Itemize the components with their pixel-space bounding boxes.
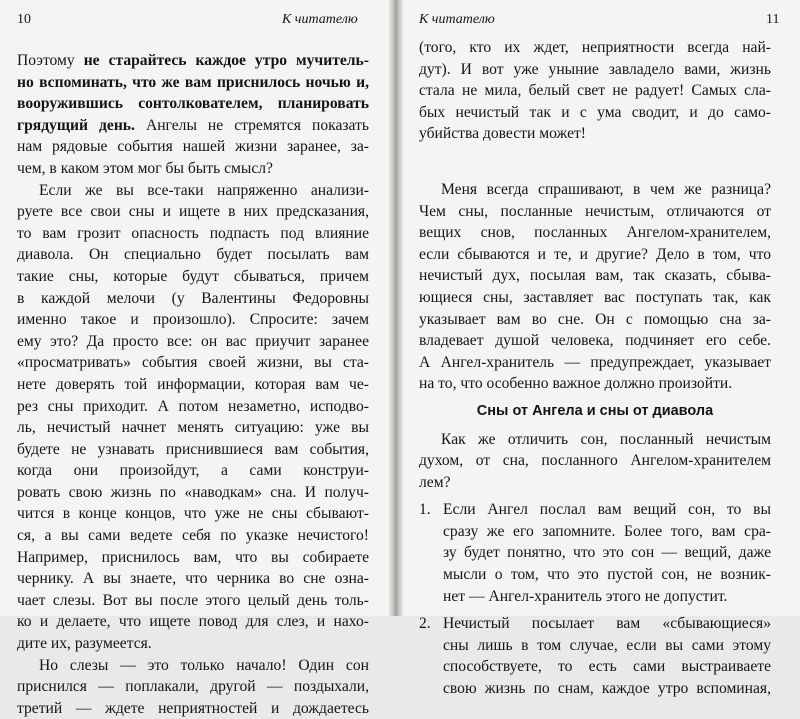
text-line: мысли о том, что это пустой сон, не возник- <box>443 566 771 584</box>
text-line: если сбываются и те, и другие? Дело в том, что <box>419 245 771 263</box>
text-line: Если Ангел послал вам вещий сон, то вы <box>443 501 771 519</box>
text-line: Чем сны, посланные нечистым, отличаются от <box>419 202 771 220</box>
running-title: К читателю <box>282 12 358 27</box>
text-line: ющиеся сны, заставляет вас поступать так, как <box>419 288 771 306</box>
paragraph <box>419 179 771 395</box>
right-page-text <box>419 37 771 700</box>
left-page <box>0 0 392 717</box>
text-line: когда они произойдут, а сами конструи- <box>17 462 369 480</box>
running-title: К читателю <box>419 12 495 27</box>
text-line: чернику. А вы знаете, что черника во сне озна- <box>17 570 369 588</box>
list-number: 1. <box>419 501 431 519</box>
text-line: убийства довести может! <box>419 125 586 143</box>
text-line: дите их, разумеется. <box>17 635 152 653</box>
numbered-list <box>419 499 771 699</box>
text-line: нечистый дух, посылая вам, так сказать, сбыва- <box>419 267 771 285</box>
text-line: лем? <box>419 473 451 491</box>
text-line: рез сны приходит. А потом незаметно, исподво- <box>17 397 369 415</box>
text-line: руете все свои сны и ищете в них предсказания, <box>17 203 369 221</box>
text-line: (того, кто их ждет, неприятности всегда най- <box>419 39 771 56</box>
text-line: но вспоминать, что же вам приснилось ночью и, <box>17 73 369 91</box>
text-line: именно такое и произошло). Спросите: зачем <box>17 311 369 329</box>
text-line: нам рядовые события нашей жизни заранее, за- <box>17 138 369 156</box>
text-line: свою жизнь по снам, каждое утро вспоминая, <box>443 680 771 698</box>
text-line: указывает вам во сне. Он с помощью сна за- <box>419 310 771 328</box>
text-line: ему это? Да просто все: он вас приучит заранее <box>17 332 369 350</box>
page-number: 11 <box>766 12 780 27</box>
left-page-text <box>17 50 369 719</box>
text-line: Но слезы — это только начало! Один сон <box>39 656 369 674</box>
text-line: диавола. Он специально будет посылать вам <box>17 246 369 264</box>
text-line: духом, от сна, посланного Ангелом-хранителем <box>419 452 771 470</box>
text-line: способствуете, то есть сами выстраиваете <box>443 658 771 676</box>
book-gutter <box>388 0 404 616</box>
list-item <box>419 499 771 607</box>
text-line: стала не мила, белый свет не радует! Самых сла- <box>419 82 771 100</box>
text-line: ся, а вы сами ведете себя по указке нечистого! <box>17 527 369 545</box>
text-line: Поэтому не старайтесь каждое утро мучитель- <box>17 52 369 69</box>
text-line: дут). И вот уже уныние завладело вами, жизнь <box>419 60 771 78</box>
text-line: третий — ждете неприятностей и дождаетесь <box>17 699 369 717</box>
text-line: грядущий день. Ангелы не стремятся показать <box>17 116 369 134</box>
section-heading: Сны от Ангела и сны от диавола <box>476 402 714 419</box>
text-line: ко и делаете, что ищете повод для слез, и нахо- <box>17 613 369 631</box>
text-line: ровать свою жизнь по «наводкам» сна. И получ- <box>17 483 369 501</box>
text-line: вооружившись сонтолкователем, планировать <box>17 95 369 113</box>
text-line: Например, приснилось вам, что вы собираете <box>17 548 369 566</box>
paragraph <box>419 429 771 494</box>
text-line: сны лишь в том случае, если вы сами этому <box>443 636 771 654</box>
text-line: владевает душой человека, подчиняет его себе. <box>419 332 771 350</box>
text-line: нете доверять той информации, которая вам че- <box>17 375 369 393</box>
text-line: сразу же его запомните. Более того, вам сра- <box>443 522 771 540</box>
text-line: чем, в каком этом мог бы быть смысл? <box>17 159 273 177</box>
paragraph <box>419 37 771 145</box>
text-line: чится в конце концов, что уже не сны сбывают- <box>17 505 369 523</box>
text-line: зу будет понятно, что это сон — вещий, даже <box>443 544 771 562</box>
text-line: приснился — поплакали, другой — поздыхали, <box>17 678 369 696</box>
text-line: ль, нечистый начнет менять ситуацию: уже вы <box>17 419 369 437</box>
text-line: в каждой мелочи (у Валентины Федоровны <box>17 289 369 307</box>
list-item <box>419 613 771 699</box>
text-line: «просматривать» события своей жизни, вы ста- <box>17 354 369 372</box>
list-number: 2. <box>419 615 431 633</box>
right-page <box>400 0 800 698</box>
page-number: 10 <box>17 12 31 27</box>
text-line: чает слезы. Вот вы после этого целый день толь- <box>17 591 369 609</box>
text-line: Если же вы все-таки напряженно анализи- <box>39 181 369 199</box>
text-line: Нечистый посылает вам «сбывающиеся» <box>443 615 771 633</box>
text-line: такие сны, которые будут сбываться, причем <box>17 267 369 285</box>
text-line: нет — Ангел-хранитель этого не допустит. <box>443 587 728 605</box>
text-line: Меня всегда спрашивают, в чем же разница? <box>441 180 771 198</box>
text-line: вещих снов, посланных Ангелом-хранителем, <box>419 224 771 242</box>
text-line: то вам грозит опасность подпасть под влияние <box>17 224 369 242</box>
text-line: Как же отличить сон, посланный нечистым <box>441 430 771 448</box>
text-line: А Ангел-хранитель — предупреждает, указывает <box>419 353 771 371</box>
text-line: бых нечистый так и с ума сводит, и до само- <box>419 103 771 121</box>
text-line: на то, что особенно важное должно произойти. <box>419 375 733 393</box>
text-line: будете не узнавать приснившиеся вам события, <box>17 440 369 458</box>
